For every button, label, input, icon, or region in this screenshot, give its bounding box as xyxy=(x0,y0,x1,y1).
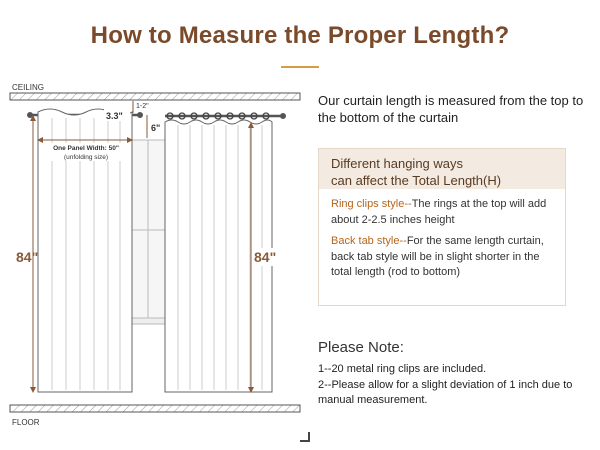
info-heading-line1: Different hanging ways xyxy=(331,156,464,171)
panel-width-label: One Panel Width: 50" xyxy=(53,145,119,152)
note-title: Please Note: xyxy=(318,339,404,356)
ring-clips-paragraph xyxy=(331,197,553,228)
info-box-heading xyxy=(319,149,565,189)
curtain-diagram xyxy=(0,80,305,435)
rod-height-label: 3.3" xyxy=(106,111,123,121)
info-heading-line2: can affect the Total Length(H) xyxy=(331,173,502,188)
intro-text: Our curtain length is measured from the top to the bottom of the curtain xyxy=(318,93,584,125)
title-underline xyxy=(281,66,319,68)
right-length-label: 84" xyxy=(254,249,277,265)
ring-height-label: 6" xyxy=(151,123,161,133)
ceiling-label: CEILING xyxy=(12,83,45,92)
note-line-1: 1--20 metal ring clips are included. xyxy=(318,363,487,375)
ring-clips-label: Ring clips style-- xyxy=(331,198,412,210)
info-box xyxy=(318,148,566,306)
page-title: How to Measure the Proper Length? xyxy=(90,22,510,49)
info-box-body xyxy=(319,189,565,281)
back-tab-paragraph xyxy=(331,234,553,281)
left-length-label: 84" xyxy=(16,249,39,265)
note-line-2: 2--Please allow for a slight deviation of 1 inch due to manual measurement. xyxy=(318,379,573,406)
panel-width-sub: (unfolding size) xyxy=(63,154,109,161)
offset-label: 1-2" xyxy=(136,103,149,110)
ceiling xyxy=(10,93,300,100)
back-tab-label: Back tab style-- xyxy=(331,235,407,247)
floor-label: FLOOR xyxy=(12,418,40,427)
ring-clips-text: The rings at the top will add about 2-2.5 inches height xyxy=(331,198,547,226)
back-tab-text: For the same length curtain, back tab style will be in slight shorter in the total length (rod to bottom) xyxy=(331,235,544,278)
corner-mark xyxy=(300,432,310,442)
floor xyxy=(10,405,300,412)
